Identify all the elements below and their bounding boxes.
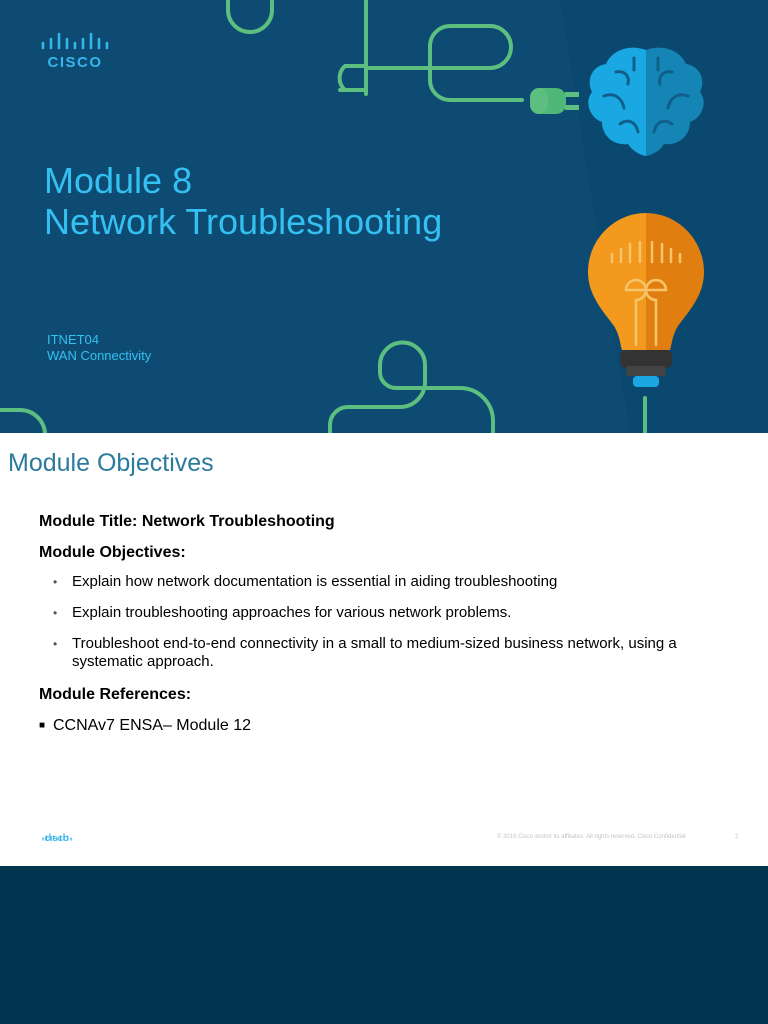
objectives-list [39, 573, 729, 671]
objective-text: Troubleshoot end-to-end connectivity in a small to medium-sized business network, using a systematic approach. [72, 635, 677, 670]
footer-cisco-logo-text: CISCO [44, 836, 70, 843]
title-slide [0, 0, 768, 433]
page-number: 2 [735, 834, 739, 840]
page-title: Module Objectives [8, 449, 214, 477]
plug-icon [530, 88, 579, 114]
references-label: Module References: [39, 686, 192, 703]
bullet-icon: • [53, 606, 58, 620]
objective-text: Explain how network documentation is essential in aiding troubleshooting [72, 573, 558, 590]
reference-text: CCNAv7 ENSA– Module 12 [53, 717, 252, 734]
cisco-logo [40, 32, 110, 72]
bullet-icon: • [53, 575, 58, 589]
cisco-bars-icon [40, 32, 110, 52]
slide-body [39, 511, 729, 737]
cisco-logo-text: CISCO [47, 54, 103, 71]
footer-cisco-logo [41, 828, 73, 846]
reference-item [39, 715, 729, 737]
footer-copyright: © 2016 Cisco and/or its affiliates. All rights reserved. Cisco Confidential [497, 834, 686, 840]
objectives-label: Module Objectives: [39, 544, 186, 561]
slide-title-line1: Module 8 [44, 160, 193, 201]
list-item [39, 604, 729, 622]
course-code: ITNET04 [47, 332, 100, 347]
objective-text: Explain troubleshooting approaches for various network problems. [72, 604, 512, 621]
square-bullet-icon: ■ [39, 720, 46, 731]
objectives-slide [0, 433, 768, 866]
module-title-label: Module Title: Network Troubleshooting [39, 513, 335, 530]
slide-title-line2: Network Troubleshooting [44, 201, 443, 242]
list-item [39, 573, 729, 591]
list-item [39, 635, 729, 671]
course-name: WAN Connectivity [47, 348, 152, 363]
bullet-icon: • [53, 637, 58, 651]
